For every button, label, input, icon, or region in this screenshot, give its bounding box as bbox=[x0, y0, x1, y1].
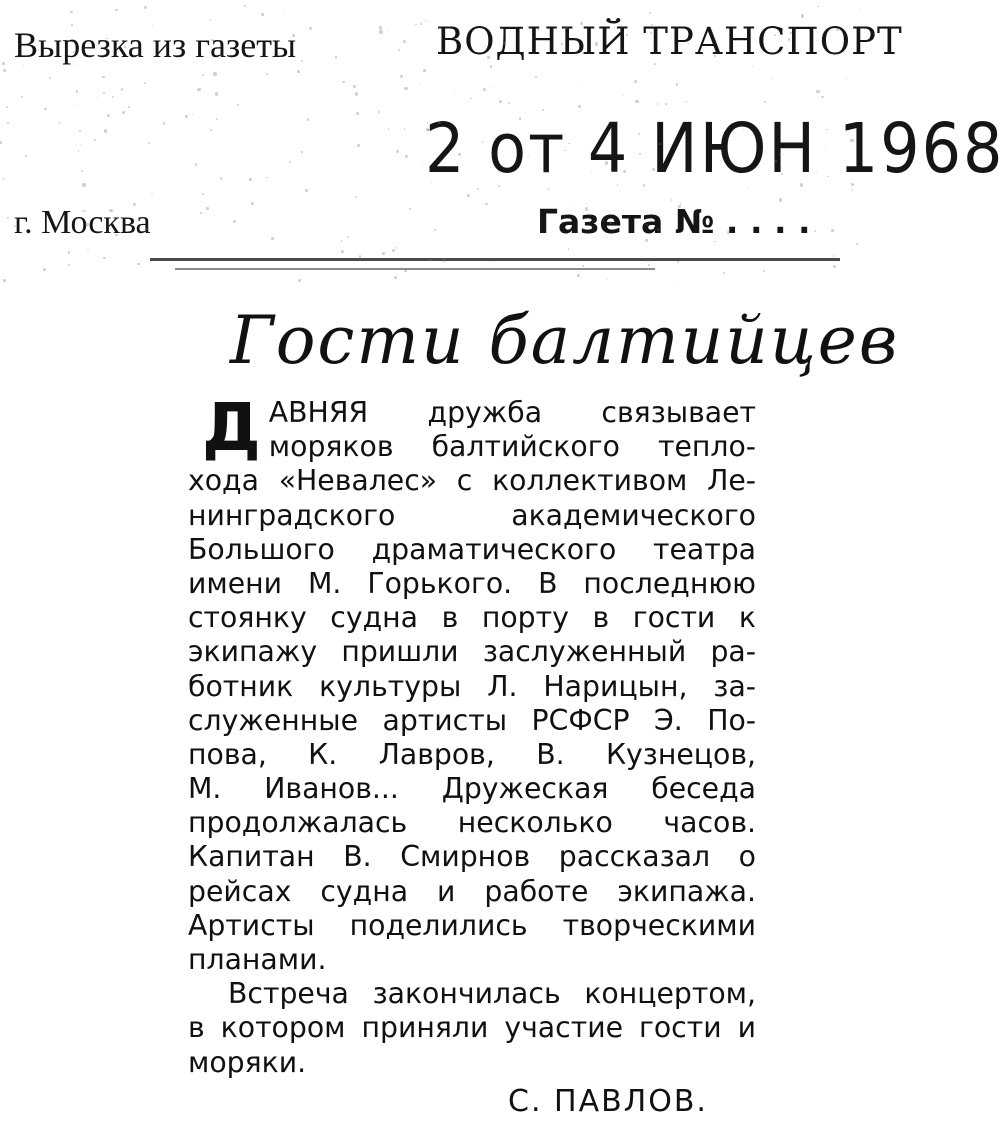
noise-speck bbox=[657, 228, 660, 231]
noise-speck bbox=[415, 24, 416, 25]
noise-speck bbox=[79, 130, 81, 132]
noise-speck bbox=[379, 30, 382, 33]
noise-speck bbox=[752, 66, 753, 67]
noise-speck bbox=[499, 100, 502, 103]
noise-speck bbox=[647, 259, 650, 262]
noise-speck bbox=[404, 269, 407, 272]
article-line: в котором приняли участие гости и bbox=[188, 1011, 756, 1045]
article-body bbox=[188, 389, 756, 1080]
noise-speck bbox=[146, 228, 148, 230]
article-line: Капитан В. Смирнов рассказал о bbox=[188, 840, 756, 874]
noise-speck bbox=[856, 243, 859, 246]
noise-speck bbox=[163, 122, 165, 124]
noise-speck bbox=[301, 151, 303, 153]
noise-speck bbox=[251, 202, 253, 204]
noise-speck bbox=[249, 178, 251, 180]
noise-speck bbox=[764, 101, 766, 103]
noise-speck bbox=[561, 43, 563, 45]
noise-speck bbox=[723, 272, 725, 274]
noise-speck bbox=[204, 213, 205, 214]
noise-speck bbox=[209, 52, 210, 53]
noise-speck bbox=[623, 95, 624, 96]
noise-speck bbox=[237, 104, 239, 106]
noise-speck bbox=[347, 236, 349, 238]
noise-speck bbox=[743, 129, 744, 130]
drop-cap: Д bbox=[202, 389, 261, 466]
noise-speck bbox=[357, 144, 360, 147]
noise-speck bbox=[423, 69, 426, 72]
noise-speck bbox=[341, 250, 344, 253]
article-line: моряки. bbox=[188, 1045, 307, 1079]
noise-speck bbox=[103, 92, 105, 94]
noise-speck bbox=[144, 6, 147, 9]
noise-speck bbox=[388, 128, 390, 130]
noise-speck bbox=[790, 32, 792, 34]
noise-speck bbox=[442, 258, 445, 261]
noise-speck bbox=[353, 85, 356, 88]
noise-speck bbox=[49, 77, 51, 79]
noise-speck bbox=[591, 172, 592, 173]
noise-speck bbox=[216, 118, 218, 120]
noise-speck bbox=[81, 170, 83, 172]
noise-speck bbox=[289, 161, 291, 163]
noise-speck bbox=[0, 141, 2, 143]
noise-speck bbox=[128, 106, 130, 108]
noise-speck bbox=[578, 105, 581, 108]
noise-speck bbox=[409, 208, 411, 210]
noise-speck bbox=[617, 184, 619, 186]
noise-speck bbox=[607, 279, 608, 280]
noise-speck bbox=[215, 92, 218, 95]
noise-speck bbox=[133, 203, 136, 206]
noise-speck bbox=[68, 264, 70, 266]
noise-speck bbox=[434, 229, 436, 231]
noise-speck bbox=[76, 90, 78, 92]
noise-speck bbox=[525, 113, 526, 114]
article-line: ботник культуры Л. Нарицын, за- bbox=[188, 669, 756, 703]
noise-speck bbox=[657, 103, 659, 105]
noise-speck bbox=[94, 139, 96, 141]
noise-speck bbox=[420, 83, 421, 84]
noise-speck bbox=[185, 115, 188, 118]
noise-speck bbox=[498, 185, 500, 187]
noise-speck bbox=[144, 82, 146, 84]
noise-speck bbox=[648, 264, 650, 266]
noise-speck bbox=[115, 234, 118, 237]
noise-speck bbox=[814, 230, 816, 232]
article-line: Артисты поделились творческими bbox=[188, 908, 756, 942]
noise-speck bbox=[68, 251, 70, 253]
noise-speck bbox=[490, 87, 491, 88]
noise-speck bbox=[109, 209, 112, 212]
noise-speck bbox=[396, 150, 399, 153]
noise-speck bbox=[341, 240, 342, 241]
noise-speck bbox=[382, 252, 385, 255]
noise-speck bbox=[650, 32, 652, 34]
noise-speck bbox=[577, 274, 580, 277]
noise-speck bbox=[420, 23, 422, 25]
noise-speck bbox=[297, 70, 300, 73]
article-line: Большого драматического театра bbox=[188, 532, 756, 566]
noise-speck bbox=[671, 199, 673, 201]
noise-speck bbox=[84, 210, 86, 212]
noise-speck bbox=[483, 88, 486, 91]
noise-speck bbox=[21, 96, 23, 98]
noise-speck bbox=[104, 129, 107, 132]
noise-speck bbox=[605, 161, 608, 164]
noise-speck bbox=[355, 92, 358, 95]
noise-speck bbox=[585, 207, 588, 210]
noise-speck bbox=[121, 88, 124, 91]
noise-speck bbox=[676, 83, 679, 86]
noise-speck bbox=[355, 196, 358, 199]
noise-speck bbox=[271, 237, 274, 240]
noise-speck bbox=[7, 122, 9, 124]
noise-speck bbox=[535, 76, 537, 78]
noise-speck bbox=[102, 76, 104, 78]
clipping-label: Вырезка из газеты bbox=[14, 25, 297, 65]
noise-speck bbox=[392, 249, 394, 251]
noise-speck bbox=[485, 203, 488, 206]
noise-speck bbox=[846, 79, 847, 80]
article-line: пова, К. Лавров, В. Кузнецов, bbox=[188, 737, 756, 771]
noise-speck bbox=[850, 139, 853, 142]
article-line: экипажу пришли заслуженный ра- bbox=[188, 635, 756, 669]
noise-speck bbox=[747, 188, 748, 189]
noise-speck bbox=[301, 60, 303, 62]
noise-speck bbox=[816, 90, 819, 93]
noise-speck bbox=[124, 46, 126, 48]
noise-speck bbox=[151, 194, 153, 196]
noise-speck bbox=[565, 26, 567, 28]
noise-speck bbox=[394, 276, 397, 279]
noise-speck bbox=[859, 9, 860, 10]
article-line: хода «Невалес» с коллективом Ле- bbox=[188, 464, 756, 498]
noise-speck bbox=[396, 247, 397, 248]
noise-speck bbox=[651, 24, 653, 26]
noise-speck bbox=[13, 227, 14, 228]
noise-speck bbox=[403, 40, 406, 43]
noise-speck bbox=[266, 73, 268, 75]
noise-speck bbox=[398, 49, 400, 51]
noise-speck bbox=[206, 207, 209, 210]
noise-speck bbox=[78, 150, 80, 152]
noise-speck bbox=[582, 52, 584, 54]
noise-speck bbox=[112, 96, 114, 98]
noise-speck bbox=[595, 42, 598, 45]
noise-speck bbox=[603, 219, 604, 220]
noise-speck bbox=[582, 265, 583, 266]
noise-speck bbox=[284, 13, 285, 14]
article-line: планами. bbox=[188, 943, 327, 976]
noise-speck bbox=[211, 39, 213, 41]
noise-speck bbox=[335, 56, 338, 59]
article-line: нинградского академического bbox=[188, 498, 756, 532]
noise-speck bbox=[387, 30, 388, 31]
noise-speck bbox=[213, 72, 216, 75]
noise-speck bbox=[70, 11, 72, 13]
noise-speck bbox=[359, 255, 361, 257]
noise-speck bbox=[80, 144, 81, 145]
noise-speck bbox=[122, 111, 125, 114]
noise-speck bbox=[580, 22, 583, 25]
noise-speck bbox=[305, 189, 307, 191]
noise-speck bbox=[43, 268, 46, 271]
noise-speck bbox=[578, 84, 579, 85]
noise-speck bbox=[210, 19, 212, 21]
article-line: имени М. Горького. В последнюю bbox=[188, 566, 756, 600]
article-line: Встреча закончилась концертом, bbox=[228, 977, 756, 1011]
noise-speck bbox=[852, 189, 853, 190]
noise-speck bbox=[400, 75, 403, 78]
noise-speck bbox=[788, 38, 791, 41]
newspaper-number: Газета № . . . . bbox=[537, 202, 811, 241]
newspaper-name: ВОДНЫЙ ТРАНСПОРТ bbox=[436, 20, 903, 63]
noise-speck bbox=[714, 55, 716, 57]
noise-speck bbox=[7, 217, 9, 219]
noise-speck bbox=[298, 279, 301, 282]
divider-rule bbox=[150, 258, 840, 261]
noise-speck bbox=[425, 20, 427, 22]
noise-speck bbox=[454, 93, 455, 94]
noise-speck bbox=[215, 47, 217, 49]
noise-speck bbox=[404, 87, 407, 90]
noise-speck bbox=[429, 259, 432, 262]
noise-speck bbox=[685, 101, 687, 103]
noise-speck bbox=[542, 109, 544, 111]
date-stamp: 2 от 4 ИЮН 1968 bbox=[425, 108, 1005, 189]
noise-speck bbox=[342, 81, 344, 83]
noise-speck bbox=[833, 265, 836, 268]
noise-speck bbox=[508, 102, 511, 105]
noise-speck bbox=[467, 194, 469, 196]
noise-speck bbox=[634, 80, 637, 83]
article-signature: С. ПАВЛОВ. bbox=[508, 1084, 708, 1119]
noise-speck bbox=[77, 104, 78, 105]
noise-speck bbox=[3, 178, 4, 179]
city-label: г. Москва bbox=[14, 204, 151, 241]
noise-speck bbox=[244, 5, 246, 7]
article-line: моряков балтийского тепло- bbox=[268, 430, 756, 464]
noise-speck bbox=[378, 111, 380, 113]
noise-speck bbox=[645, 239, 648, 242]
noise-speck bbox=[568, 143, 569, 144]
noise-speck bbox=[831, 229, 834, 232]
noise-speck bbox=[261, 13, 264, 16]
noise-speck bbox=[654, 63, 656, 65]
divider-rule-secondary bbox=[175, 268, 655, 270]
article-line: АВНЯЯ дружба связывает bbox=[268, 396, 756, 429]
noise-speck bbox=[309, 27, 312, 30]
article-line: продолжалась несколько часов. bbox=[188, 806, 756, 840]
noise-speck bbox=[779, 198, 782, 201]
noise-speck bbox=[771, 79, 772, 80]
noise-speck bbox=[537, 29, 539, 31]
article-line: стоянку судна в порту в гости к bbox=[188, 601, 756, 635]
noise-speck bbox=[714, 241, 715, 242]
noise-speck bbox=[2, 62, 5, 65]
noise-speck bbox=[763, 270, 765, 272]
noise-speck bbox=[195, 163, 198, 166]
noise-speck bbox=[781, 173, 783, 175]
noise-speck bbox=[659, 143, 661, 145]
noise-speck bbox=[677, 283, 678, 284]
noise-speck bbox=[210, 129, 212, 131]
noise-speck bbox=[379, 26, 382, 29]
noise-speck bbox=[801, 14, 804, 17]
noise-speck bbox=[677, 261, 679, 263]
noise-speck bbox=[118, 51, 119, 52]
noise-speck bbox=[422, 162, 423, 163]
article-line: служенные артисты РСФСР Э. По- bbox=[188, 703, 756, 737]
noise-speck bbox=[221, 178, 222, 179]
noise-speck bbox=[44, 108, 46, 110]
noise-speck bbox=[148, 142, 150, 144]
noise-speck bbox=[405, 155, 408, 158]
noise-speck bbox=[833, 255, 835, 257]
noise-speck bbox=[233, 220, 236, 223]
noise-speck bbox=[817, 6, 819, 8]
noise-speck bbox=[192, 114, 193, 115]
noise-speck bbox=[503, 42, 506, 45]
noise-speck bbox=[307, 118, 310, 121]
noise-speck bbox=[115, 9, 118, 12]
noise-speck bbox=[103, 257, 106, 260]
noise-speck bbox=[202, 193, 203, 194]
noise-speck bbox=[568, 248, 570, 250]
article-line: рейсах судна и работе экипажа. bbox=[188, 874, 756, 908]
noise-speck bbox=[635, 100, 638, 103]
noise-speck bbox=[490, 65, 492, 67]
noise-speck bbox=[59, 122, 60, 123]
noise-speck bbox=[87, 250, 89, 252]
article-line: М. Иванов... Дружеская беседа bbox=[188, 772, 756, 806]
noise-speck bbox=[470, 98, 471, 99]
noise-speck bbox=[404, 128, 406, 130]
noise-speck bbox=[649, 12, 651, 14]
noise-speck bbox=[266, 177, 267, 178]
noise-speck bbox=[6, 106, 8, 108]
article-headline: Гости балтийцев bbox=[230, 302, 900, 379]
noise-speck bbox=[82, 183, 85, 186]
noise-speck bbox=[665, 103, 667, 105]
noise-speck bbox=[71, 24, 72, 25]
noise-speck bbox=[643, 184, 645, 186]
noise-speck bbox=[202, 74, 204, 76]
noise-speck bbox=[137, 263, 140, 266]
noise-speck bbox=[3, 279, 6, 282]
noise-speck bbox=[200, 212, 202, 214]
noise-speck bbox=[477, 188, 479, 190]
noise-speck bbox=[97, 97, 98, 98]
noise-speck bbox=[107, 114, 110, 117]
noise-speck bbox=[25, 155, 27, 157]
noise-speck bbox=[623, 170, 626, 173]
noise-speck bbox=[3, 69, 6, 72]
noise-speck bbox=[197, 89, 199, 91]
noise-speck bbox=[356, 112, 359, 115]
noise-speck bbox=[821, 96, 823, 98]
